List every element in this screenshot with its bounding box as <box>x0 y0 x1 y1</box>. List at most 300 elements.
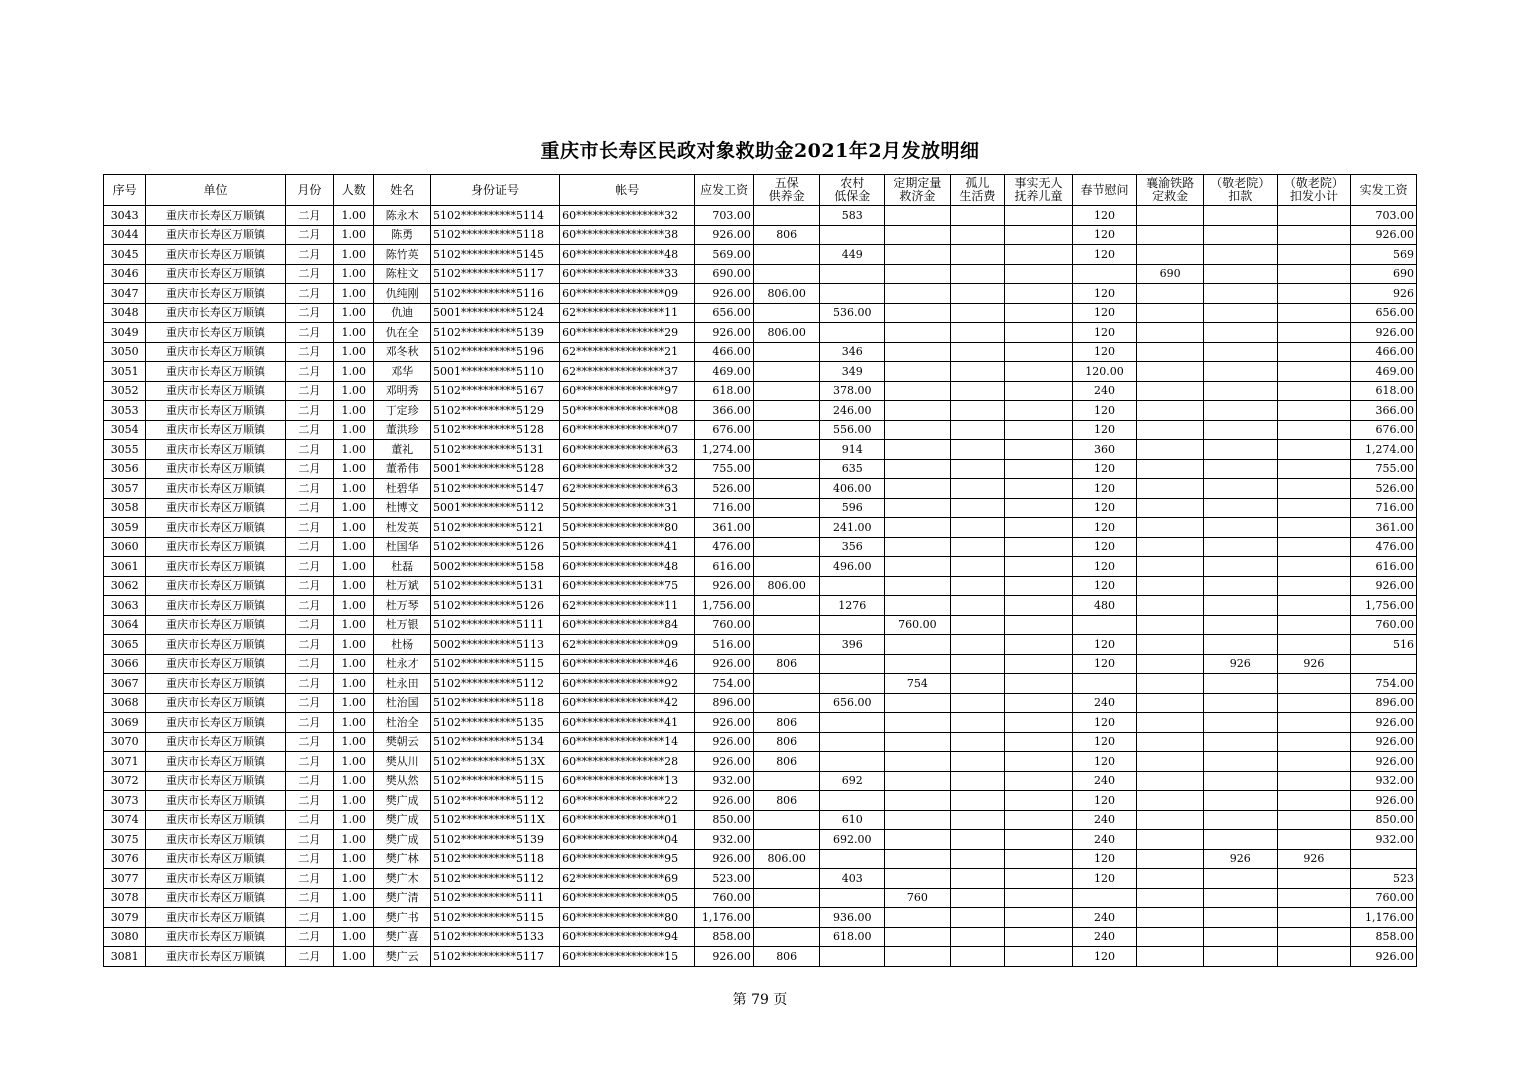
cell-col-nursing-subtotal <box>1277 459 1351 479</box>
cell-col-serial: 3070 <box>104 732 146 752</box>
cell-col-orphan-living <box>950 947 1004 967</box>
cell-col-de-facto-orphan <box>1005 557 1073 577</box>
cell-col-serial: 3053 <box>104 401 146 421</box>
cell-col-people: 1.00 <box>334 557 374 577</box>
cell-col-de-facto-orphan <box>1005 206 1073 226</box>
cell-col-nursing-deduction <box>1203 830 1277 850</box>
cell-col-actual-paid: 676.00 <box>1351 420 1417 440</box>
cell-col-de-facto-orphan <box>1005 888 1073 908</box>
cell-col-name: 杜万银 <box>374 615 431 635</box>
cell-col-nursing-subtotal <box>1277 888 1351 908</box>
cell-col-five-guarantee <box>753 615 820 635</box>
cell-col-serial: 3060 <box>104 537 146 557</box>
cell-col-periodic-relief <box>885 264 951 284</box>
table-row <box>104 810 1417 830</box>
cell-col-unit: 重庆市长寿区万顺镇 <box>146 693 285 713</box>
cell-col-nursing-subtotal <box>1277 362 1351 382</box>
cell-col-unit: 重庆市长寿区万顺镇 <box>146 908 285 928</box>
cell-col-people: 1.00 <box>334 693 374 713</box>
cell-col-id-number: 5102**********5118 <box>430 693 559 713</box>
cell-col-actual-paid: 926.00 <box>1351 713 1417 733</box>
header-col-actual-paid: 实发工资 <box>1351 175 1417 206</box>
cell-col-account: 60****************15 <box>560 947 695 967</box>
cell-col-periodic-relief <box>885 791 951 811</box>
cell-col-orphan-living <box>950 381 1004 401</box>
table-row <box>104 498 1417 518</box>
cell-col-account: 62****************11 <box>560 303 695 323</box>
cell-col-spring-festival: 120 <box>1072 752 1137 772</box>
cell-col-people: 1.00 <box>334 888 374 908</box>
cell-col-nursing-deduction <box>1203 927 1277 947</box>
cell-col-railway-relief <box>1137 303 1204 323</box>
cell-col-people: 1.00 <box>334 420 374 440</box>
cell-col-spring-festival: 240 <box>1072 927 1137 947</box>
cell-col-people: 1.00 <box>334 635 374 655</box>
cell-col-payable: 754.00 <box>695 674 754 694</box>
cell-col-orphan-living <box>950 654 1004 674</box>
cell-col-name: 樊朝云 <box>374 732 431 752</box>
cell-col-rural-minimum: 349 <box>820 362 885 382</box>
cell-col-payable: 466.00 <box>695 342 754 362</box>
cell-col-id-number: 5102**********5118 <box>430 849 559 869</box>
cell-col-name: 樊广成 <box>374 810 431 830</box>
cell-col-serial: 3074 <box>104 810 146 830</box>
table-row <box>104 830 1417 850</box>
cell-col-account: 60****************84 <box>560 615 695 635</box>
cell-col-unit: 重庆市长寿区万顺镇 <box>146 732 285 752</box>
cell-col-unit: 重庆市长寿区万顺镇 <box>146 225 285 245</box>
cell-col-name: 樊广林 <box>374 849 431 869</box>
cell-col-unit: 重庆市长寿区万顺镇 <box>146 869 285 889</box>
cell-col-five-guarantee <box>753 927 820 947</box>
cell-col-serial: 3046 <box>104 264 146 284</box>
cell-col-nursing-deduction <box>1203 674 1277 694</box>
cell-col-month: 二月 <box>285 323 333 343</box>
cell-col-railway-relief <box>1137 284 1204 304</box>
cell-col-id-number: 5102**********5128 <box>430 420 559 440</box>
cell-col-rural-minimum <box>820 791 885 811</box>
cell-col-month: 二月 <box>285 927 333 947</box>
cell-col-month: 二月 <box>285 206 333 226</box>
cell-col-de-facto-orphan <box>1005 537 1073 557</box>
cell-col-periodic-relief <box>885 284 951 304</box>
cell-col-account: 60****************33 <box>560 264 695 284</box>
cell-col-nursing-subtotal: 926 <box>1277 849 1351 869</box>
table-row <box>104 693 1417 713</box>
cell-col-people: 1.00 <box>334 654 374 674</box>
cell-col-name: 樊广书 <box>374 908 431 928</box>
cell-col-actual-paid: 896.00 <box>1351 693 1417 713</box>
cell-col-periodic-relief <box>885 947 951 967</box>
cell-col-id-number: 5002**********5113 <box>430 635 559 655</box>
cell-col-payable: 676.00 <box>695 420 754 440</box>
cell-col-railway-relief <box>1137 245 1204 265</box>
cell-col-people: 1.00 <box>334 206 374 226</box>
cell-col-nursing-deduction <box>1203 908 1277 928</box>
cell-col-serial: 3043 <box>104 206 146 226</box>
cell-col-month: 二月 <box>285 576 333 596</box>
cell-col-people: 1.00 <box>334 947 374 967</box>
cell-col-spring-festival: 120 <box>1072 537 1137 557</box>
cell-col-unit: 重庆市长寿区万顺镇 <box>146 362 285 382</box>
cell-col-people: 1.00 <box>334 713 374 733</box>
cell-col-unit: 重庆市长寿区万顺镇 <box>146 245 285 265</box>
cell-col-payable: 926.00 <box>695 947 754 967</box>
table-row <box>104 225 1417 245</box>
table-row <box>104 654 1417 674</box>
cell-col-five-guarantee: 806 <box>753 713 820 733</box>
cell-col-serial: 3049 <box>104 323 146 343</box>
table-row <box>104 849 1417 869</box>
cell-col-unit: 重庆市长寿区万顺镇 <box>146 323 285 343</box>
cell-col-rural-minimum: 596 <box>820 498 885 518</box>
cell-col-payable: 703.00 <box>695 206 754 226</box>
cell-col-actual-paid: 523 <box>1351 869 1417 889</box>
cell-col-spring-festival <box>1072 674 1137 694</box>
cell-col-spring-festival: 120 <box>1072 654 1137 674</box>
cell-col-unit: 重庆市长寿区万顺镇 <box>146 557 285 577</box>
cell-col-railway-relief <box>1137 849 1204 869</box>
cell-col-railway-relief <box>1137 869 1204 889</box>
cell-col-people: 1.00 <box>334 771 374 791</box>
cell-col-spring-festival <box>1072 888 1137 908</box>
cell-col-month: 二月 <box>285 596 333 616</box>
cell-col-name: 杜治国 <box>374 693 431 713</box>
cell-col-railway-relief <box>1137 401 1204 421</box>
cell-col-unit: 重庆市长寿区万顺镇 <box>146 596 285 616</box>
cell-col-account: 62****************11 <box>560 596 695 616</box>
cell-col-account: 60****************75 <box>560 576 695 596</box>
cell-col-actual-paid: 1,176.00 <box>1351 908 1417 928</box>
cell-col-orphan-living <box>950 752 1004 772</box>
cell-col-five-guarantee <box>753 537 820 557</box>
cell-col-railway-relief <box>1137 206 1204 226</box>
cell-col-nursing-deduction <box>1203 342 1277 362</box>
cell-col-periodic-relief: 760.00 <box>885 615 951 635</box>
cell-col-serial: 3054 <box>104 420 146 440</box>
cell-col-orphan-living <box>950 206 1004 226</box>
table-row <box>104 771 1417 791</box>
cell-col-name: 樊广清 <box>374 888 431 908</box>
cell-col-serial: 3052 <box>104 381 146 401</box>
table-row <box>104 459 1417 479</box>
cell-col-payable: 926.00 <box>695 752 754 772</box>
cell-col-rural-minimum: 618.00 <box>820 927 885 947</box>
cell-col-month: 二月 <box>285 888 333 908</box>
cell-col-periodic-relief <box>885 732 951 752</box>
cell-col-payable: 526.00 <box>695 479 754 499</box>
cell-col-orphan-living <box>950 459 1004 479</box>
cell-col-unit: 重庆市长寿区万顺镇 <box>146 752 285 772</box>
cell-col-actual-paid: 476.00 <box>1351 537 1417 557</box>
cell-col-rural-minimum <box>820 947 885 967</box>
cell-col-periodic-relief <box>885 362 951 382</box>
cell-col-payable: 926.00 <box>695 732 754 752</box>
cell-col-de-facto-orphan <box>1005 908 1073 928</box>
cell-col-periodic-relief <box>885 654 951 674</box>
cell-col-payable: 755.00 <box>695 459 754 479</box>
cell-col-id-number: 5102**********5112 <box>430 869 559 889</box>
cell-col-unit: 重庆市长寿区万顺镇 <box>146 615 285 635</box>
cell-col-nursing-subtotal <box>1277 927 1351 947</box>
cell-col-people: 1.00 <box>334 323 374 343</box>
cell-col-de-facto-orphan <box>1005 810 1073 830</box>
cell-col-railway-relief <box>1137 947 1204 967</box>
cell-col-name: 樊广木 <box>374 869 431 889</box>
cell-col-month: 二月 <box>285 713 333 733</box>
cell-col-periodic-relief <box>885 206 951 226</box>
header-col-orphan-living: 孤儿 生活费 <box>950 175 1004 206</box>
cell-col-actual-paid: 932.00 <box>1351 830 1417 850</box>
cell-col-de-facto-orphan <box>1005 498 1073 518</box>
cell-col-spring-festival: 120 <box>1072 225 1137 245</box>
cell-col-payable: 616.00 <box>695 557 754 577</box>
cell-col-orphan-living <box>950 303 1004 323</box>
cell-col-five-guarantee: 806.00 <box>753 284 820 304</box>
cell-col-de-facto-orphan <box>1005 927 1073 947</box>
cell-col-de-facto-orphan <box>1005 362 1073 382</box>
cell-col-month: 二月 <box>285 440 333 460</box>
cell-col-serial: 3080 <box>104 927 146 947</box>
cell-col-periodic-relief <box>885 440 951 460</box>
cell-col-five-guarantee: 806 <box>753 791 820 811</box>
cell-col-periodic-relief <box>885 498 951 518</box>
cell-col-payable: 858.00 <box>695 927 754 947</box>
cell-col-people: 1.00 <box>334 576 374 596</box>
cell-col-nursing-subtotal <box>1277 420 1351 440</box>
cell-col-rural-minimum: 496.00 <box>820 557 885 577</box>
cell-col-account: 62****************63 <box>560 479 695 499</box>
cell-col-nursing-deduction <box>1203 732 1277 752</box>
cell-col-serial: 3057 <box>104 479 146 499</box>
cell-col-unit: 重庆市长寿区万顺镇 <box>146 459 285 479</box>
cell-col-nursing-deduction <box>1203 576 1277 596</box>
cell-col-nursing-deduction <box>1203 518 1277 538</box>
cell-col-account: 60****************09 <box>560 284 695 304</box>
cell-col-periodic-relief <box>885 713 951 733</box>
cell-col-spring-festival: 120 <box>1072 420 1137 440</box>
cell-col-id-number: 5102**********5139 <box>430 830 559 850</box>
table-row <box>104 264 1417 284</box>
cell-col-people: 1.00 <box>334 401 374 421</box>
cell-col-id-number: 5102**********5131 <box>430 440 559 460</box>
cell-col-id-number: 5102**********5117 <box>430 264 559 284</box>
cell-col-railway-relief <box>1137 537 1204 557</box>
cell-col-unit: 重庆市长寿区万顺镇 <box>146 713 285 733</box>
cell-col-de-facto-orphan <box>1005 401 1073 421</box>
cell-col-five-guarantee <box>753 459 820 479</box>
cell-col-people: 1.00 <box>334 674 374 694</box>
cell-col-actual-paid: 760.00 <box>1351 615 1417 635</box>
cell-col-orphan-living <box>950 537 1004 557</box>
cell-col-de-facto-orphan <box>1005 381 1073 401</box>
cell-col-orphan-living <box>950 245 1004 265</box>
cell-col-periodic-relief <box>885 518 951 538</box>
cell-col-periodic-relief <box>885 869 951 889</box>
cell-col-name: 樊广云 <box>374 947 431 967</box>
cell-col-five-guarantee <box>753 245 820 265</box>
cell-col-nursing-subtotal <box>1277 518 1351 538</box>
cell-col-periodic-relief <box>885 381 951 401</box>
cell-col-serial: 3058 <box>104 498 146 518</box>
cell-col-name: 仇迪 <box>374 303 431 323</box>
cell-col-unit: 重庆市长寿区万顺镇 <box>146 284 285 304</box>
cell-col-rural-minimum: 583 <box>820 206 885 226</box>
table-row <box>104 401 1417 421</box>
table-row <box>104 596 1417 616</box>
cell-col-actual-paid: 926.00 <box>1351 225 1417 245</box>
cell-col-month: 二月 <box>285 869 333 889</box>
cell-col-id-number: 5102**********5145 <box>430 245 559 265</box>
cell-col-five-guarantee <box>753 771 820 791</box>
cell-col-account: 60****************41 <box>560 713 695 733</box>
cell-col-account: 60****************05 <box>560 888 695 908</box>
cell-col-account: 60****************13 <box>560 771 695 791</box>
cell-col-payable: 690.00 <box>695 264 754 284</box>
cell-col-spring-festival: 120 <box>1072 498 1137 518</box>
cell-col-id-number: 5102**********5167 <box>430 381 559 401</box>
cell-col-spring-festival <box>1072 264 1137 284</box>
table-row <box>104 362 1417 382</box>
cell-col-id-number: 5102**********5112 <box>430 674 559 694</box>
cell-col-id-number: 5102**********5135 <box>430 713 559 733</box>
table-row <box>104 615 1417 635</box>
cell-col-nursing-deduction <box>1203 713 1277 733</box>
cell-col-de-facto-orphan <box>1005 869 1073 889</box>
header-col-periodic-relief: 定期定量 救济金 <box>885 175 951 206</box>
cell-col-periodic-relief <box>885 401 951 421</box>
cell-col-people: 1.00 <box>334 732 374 752</box>
cell-col-rural-minimum: 449 <box>820 245 885 265</box>
cell-col-railway-relief <box>1137 654 1204 674</box>
cell-col-nursing-deduction <box>1203 791 1277 811</box>
cell-col-nursing-subtotal <box>1277 401 1351 421</box>
cell-col-month: 二月 <box>285 537 333 557</box>
cell-col-nursing-subtotal <box>1277 674 1351 694</box>
cell-col-spring-festival: 240 <box>1072 381 1137 401</box>
cell-col-payable: 932.00 <box>695 771 754 791</box>
cell-col-payable: 932.00 <box>695 830 754 850</box>
cell-col-nursing-deduction <box>1203 557 1277 577</box>
table-row <box>104 576 1417 596</box>
cell-col-nursing-deduction <box>1203 810 1277 830</box>
table-row <box>104 284 1417 304</box>
cell-col-orphan-living <box>950 810 1004 830</box>
cell-col-id-number: 5102**********511X <box>430 810 559 830</box>
cell-col-nursing-deduction <box>1203 615 1277 635</box>
cell-col-account: 60****************48 <box>560 245 695 265</box>
cell-col-id-number: 5001**********5124 <box>430 303 559 323</box>
cell-col-id-number: 5102**********5121 <box>430 518 559 538</box>
cell-col-actual-paid: 466.00 <box>1351 342 1417 362</box>
cell-col-people: 1.00 <box>334 381 374 401</box>
header-col-serial: 序号 <box>104 175 146 206</box>
table-row <box>104 908 1417 928</box>
cell-col-name: 樊从川 <box>374 752 431 772</box>
cell-col-actual-paid: 656.00 <box>1351 303 1417 323</box>
cell-col-name: 杜杨 <box>374 635 431 655</box>
cell-col-people: 1.00 <box>334 908 374 928</box>
cell-col-serial: 3066 <box>104 654 146 674</box>
table-row <box>104 303 1417 323</box>
cell-col-month: 二月 <box>285 264 333 284</box>
cell-col-rural-minimum: 692.00 <box>820 830 885 850</box>
cell-col-spring-festival: 120 <box>1072 479 1137 499</box>
cell-col-month: 二月 <box>285 654 333 674</box>
cell-col-orphan-living <box>950 927 1004 947</box>
cell-col-de-facto-orphan <box>1005 303 1073 323</box>
cell-col-name: 陈竹英 <box>374 245 431 265</box>
cell-col-payable: 366.00 <box>695 401 754 421</box>
cell-col-railway-relief <box>1137 518 1204 538</box>
cell-col-nursing-subtotal <box>1277 713 1351 733</box>
cell-col-rural-minimum <box>820 225 885 245</box>
cell-col-nursing-deduction <box>1203 362 1277 382</box>
cell-col-serial: 3078 <box>104 888 146 908</box>
cell-col-nursing-subtotal <box>1277 576 1351 596</box>
cell-col-people: 1.00 <box>334 225 374 245</box>
cell-col-id-number: 5102**********5133 <box>430 927 559 947</box>
cell-col-account: 60****************80 <box>560 908 695 928</box>
cell-col-unit: 重庆市长寿区万顺镇 <box>146 576 285 596</box>
cell-col-unit: 重庆市长寿区万顺镇 <box>146 342 285 362</box>
cell-col-periodic-relief <box>885 849 951 869</box>
cell-col-actual-paid: 926.00 <box>1351 576 1417 596</box>
cell-col-month: 二月 <box>285 303 333 323</box>
cell-col-orphan-living <box>950 596 1004 616</box>
cell-col-serial: 3076 <box>104 849 146 869</box>
cell-col-five-guarantee <box>753 303 820 323</box>
cell-col-serial: 3064 <box>104 615 146 635</box>
cell-col-periodic-relief <box>885 908 951 928</box>
cell-col-month: 二月 <box>285 225 333 245</box>
cell-col-railway-relief <box>1137 752 1204 772</box>
cell-col-de-facto-orphan <box>1005 518 1073 538</box>
cell-col-account: 60****************04 <box>560 830 695 850</box>
table-row <box>104 206 1417 226</box>
cell-col-serial: 3065 <box>104 635 146 655</box>
cell-col-people: 1.00 <box>334 303 374 323</box>
cell-col-people: 1.00 <box>334 498 374 518</box>
cell-col-five-guarantee <box>753 498 820 518</box>
cell-col-account: 60****************01 <box>560 810 695 830</box>
cell-col-serial: 3047 <box>104 284 146 304</box>
cell-col-nursing-subtotal <box>1277 596 1351 616</box>
cell-col-de-facto-orphan <box>1005 459 1073 479</box>
table-row <box>104 537 1417 557</box>
cell-col-people: 1.00 <box>334 459 374 479</box>
cell-col-spring-festival: 120.00 <box>1072 362 1137 382</box>
cell-col-unit: 重庆市长寿区万顺镇 <box>146 440 285 460</box>
table-row <box>104 927 1417 947</box>
cell-col-rural-minimum <box>820 284 885 304</box>
cell-col-unit: 重庆市长寿区万顺镇 <box>146 635 285 655</box>
header-col-spring-festival: 春节慰问 <box>1072 175 1137 206</box>
cell-col-periodic-relief: 754 <box>885 674 951 694</box>
cell-col-rural-minimum: 635 <box>820 459 885 479</box>
cell-col-name: 董礼 <box>374 440 431 460</box>
cell-col-five-guarantee <box>753 596 820 616</box>
cell-col-payable: 926.00 <box>695 791 754 811</box>
cell-col-unit: 重庆市长寿区万顺镇 <box>146 401 285 421</box>
cell-col-nursing-subtotal <box>1277 771 1351 791</box>
cell-col-id-number: 5001**********5112 <box>430 498 559 518</box>
cell-col-actual-paid: 932.00 <box>1351 771 1417 791</box>
cell-col-id-number: 5102**********5129 <box>430 401 559 421</box>
cell-col-railway-relief <box>1137 596 1204 616</box>
cell-col-actual-paid: 850.00 <box>1351 810 1417 830</box>
cell-col-railway-relief <box>1137 342 1204 362</box>
